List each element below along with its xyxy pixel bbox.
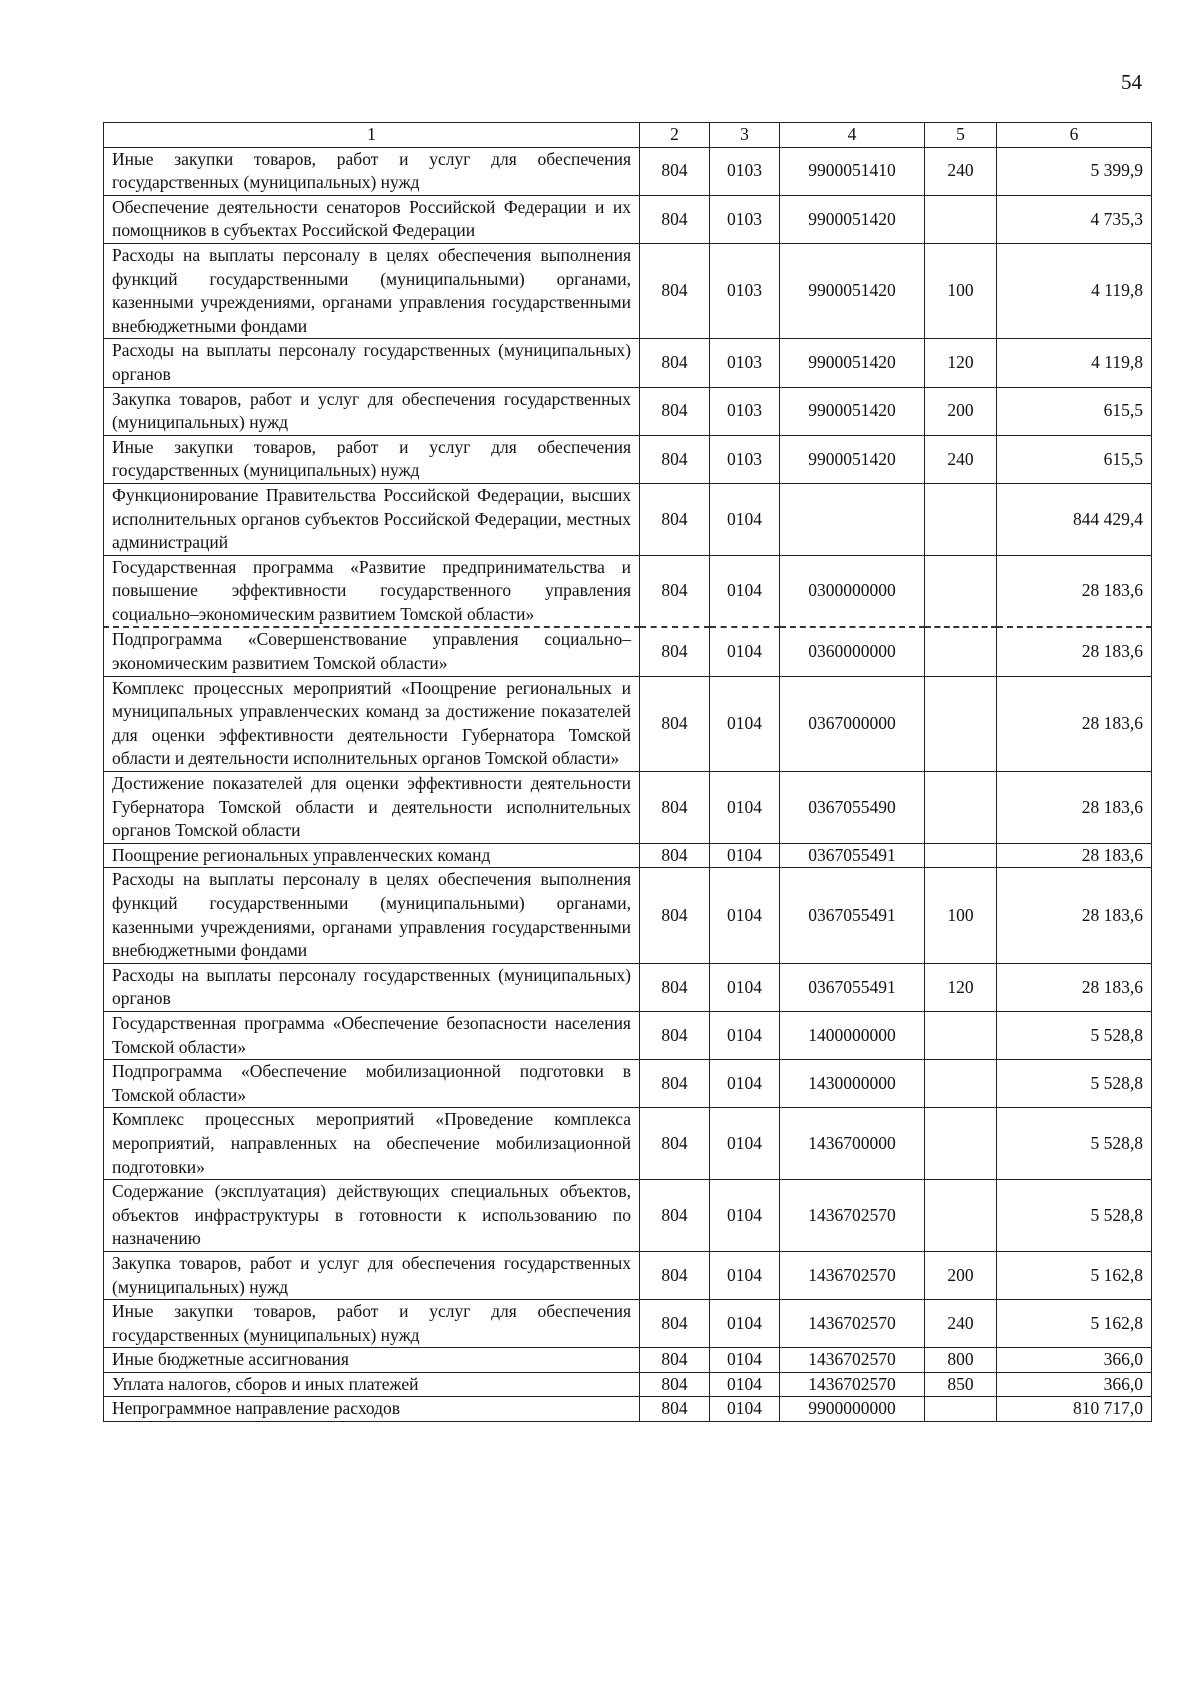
cell-section-code: 0104 [710, 1372, 780, 1397]
cell-target-article: 9900051420 [780, 339, 925, 387]
cell-description: Подпрограмма «Обеспечение мобилизационной подготовки в Томской области» [104, 1060, 640, 1108]
cell-amount: 28 183,6 [997, 868, 1152, 963]
cell-expense-type: 800 [925, 1348, 997, 1373]
cell-section-code: 0104 [710, 868, 780, 963]
cell-expense-type [925, 627, 997, 676]
table-row [104, 1180, 1152, 1252]
table-row [104, 772, 1152, 844]
cell-section-code: 0104 [710, 963, 780, 1011]
cell-section-code: 0103 [710, 147, 780, 195]
cell-description: Государственная программа «Обеспечение безопасности населения Томской области» [104, 1011, 640, 1059]
cell-ministry-code: 804 [640, 339, 710, 387]
cell-ministry-code: 804 [640, 387, 710, 435]
cell-section-code: 0104 [710, 1348, 780, 1373]
cell-ministry-code: 804 [640, 1348, 710, 1373]
cell-target-article: 9900000000 [780, 1397, 925, 1422]
cell-target-article: 9900051410 [780, 147, 925, 195]
cell-description: Иные закупки товаров, работ и услуг для обеспечения государственных (муниципальных) нужд [104, 147, 640, 195]
column-header-3: 3 [710, 123, 780, 148]
table-row [104, 1251, 1152, 1299]
cell-amount: 28 183,6 [997, 627, 1152, 676]
cell-expense-type: 200 [925, 387, 997, 435]
cell-description: Расходы на выплаты персоналу в целях обеспечения выполнения функций государственными (муниципальными) органами, казенными учреждениями, органами управления государственными внебюджетными фондами [104, 243, 640, 338]
cell-expense-type [925, 676, 997, 771]
table-row [104, 843, 1152, 868]
cell-expense-type: 100 [925, 243, 997, 338]
cell-section-code: 0103 [710, 339, 780, 387]
cell-target-article: 0367055491 [780, 868, 925, 963]
cell-expense-type [925, 1108, 997, 1180]
cell-target-article: 1436702570 [780, 1348, 925, 1373]
cell-description: Комплекс процессных мероприятий «Поощрение региональных и муниципальных управленческих команд за достижение показателей для оценки эффективности деятельности Губернатора Томской области и деятельности исполнительных органов Томской области» [104, 676, 640, 771]
cell-amount: 28 183,6 [997, 963, 1152, 1011]
cell-expense-type: 200 [925, 1251, 997, 1299]
cell-target-article: 0300000000 [780, 555, 925, 627]
cell-amount: 5 162,8 [997, 1251, 1152, 1299]
cell-expense-type [925, 195, 997, 243]
table-row [104, 435, 1152, 483]
cell-section-code: 0103 [710, 243, 780, 338]
cell-ministry-code: 804 [640, 1300, 710, 1348]
table-row [104, 963, 1152, 1011]
cell-description: Иные закупки товаров, работ и услуг для обеспечения государственных (муниципальных) нужд [104, 435, 640, 483]
table-row [104, 1108, 1152, 1180]
cell-description: Расходы на выплаты персоналу государственных (муниципальных) органов [104, 963, 640, 1011]
table-row [104, 339, 1152, 387]
cell-section-code: 0104 [710, 1060, 780, 1108]
cell-amount: 844 429,4 [997, 483, 1152, 555]
cell-target-article: 0367055491 [780, 843, 925, 868]
cell-expense-type [925, 1397, 997, 1422]
budget-table [103, 122, 1152, 1422]
column-header-1: 1 [104, 123, 640, 148]
table-row [104, 1011, 1152, 1059]
cell-ministry-code: 804 [640, 772, 710, 844]
cell-amount: 28 183,6 [997, 676, 1152, 771]
cell-description: Уплата налогов, сборов и иных платежей [104, 1372, 640, 1397]
table-row [104, 195, 1152, 243]
cell-expense-type: 240 [925, 147, 997, 195]
cell-description: Непрограммное направление расходов [104, 1397, 640, 1422]
cell-amount: 366,0 [997, 1372, 1152, 1397]
cell-expense-type [925, 1180, 997, 1252]
column-header-5: 5 [925, 123, 997, 148]
cell-amount: 28 183,6 [997, 843, 1152, 868]
table-row [104, 147, 1152, 195]
cell-amount: 615,5 [997, 435, 1152, 483]
cell-ministry-code: 804 [640, 1372, 710, 1397]
cell-target-article: 9900051420 [780, 387, 925, 435]
cell-description: Расходы на выплаты персоналу государственных (муниципальных) органов [104, 339, 640, 387]
cell-description: Закупка товаров, работ и услуг для обеспечения государственных (муниципальных) нужд [104, 387, 640, 435]
cell-expense-type [925, 1011, 997, 1059]
cell-section-code: 0104 [710, 555, 780, 627]
cell-section-code: 0104 [710, 1108, 780, 1180]
cell-amount: 4 119,8 [997, 243, 1152, 338]
cell-ministry-code: 804 [640, 1060, 710, 1108]
column-header-2: 2 [640, 123, 710, 148]
cell-target-article: 1436702570 [780, 1300, 925, 1348]
table-row [104, 868, 1152, 963]
table-row [104, 1348, 1152, 1373]
cell-section-code: 0104 [710, 627, 780, 676]
cell-amount: 5 528,8 [997, 1060, 1152, 1108]
cell-expense-type: 100 [925, 868, 997, 963]
cell-amount: 5 162,8 [997, 1300, 1152, 1348]
cell-expense-type: 240 [925, 435, 997, 483]
cell-amount: 615,5 [997, 387, 1152, 435]
table-row [104, 676, 1152, 771]
page-number: 54 [1121, 70, 1142, 94]
table-header-row [104, 123, 1152, 148]
cell-description: Подпрограмма «Совершенствование управления социально–экономическим развитием Томской области» [104, 627, 640, 676]
cell-ministry-code: 804 [640, 627, 710, 676]
table-body [104, 147, 1152, 1421]
cell-ministry-code: 804 [640, 676, 710, 771]
cell-ministry-code: 804 [640, 195, 710, 243]
column-header-4: 4 [780, 123, 925, 148]
cell-expense-type: 240 [925, 1300, 997, 1348]
cell-description: Государственная программа «Развитие предпринимательства и повышение эффективности государственного управления социально–экономическим развитием Томской области» [104, 555, 640, 627]
cell-description: Иные закупки товаров, работ и услуг для обеспечения государственных (муниципальных) нужд [104, 1300, 640, 1348]
table-row [104, 1397, 1152, 1422]
cell-expense-type [925, 483, 997, 555]
cell-ministry-code: 804 [640, 555, 710, 627]
cell-ministry-code: 804 [640, 963, 710, 1011]
cell-section-code: 0104 [710, 1251, 780, 1299]
cell-section-code: 0103 [710, 195, 780, 243]
cell-section-code: 0104 [710, 1011, 780, 1059]
cell-section-code: 0104 [710, 1397, 780, 1422]
cell-target-article: 1436702570 [780, 1372, 925, 1397]
cell-expense-type [925, 555, 997, 627]
cell-section-code: 0104 [710, 1300, 780, 1348]
table-row [104, 555, 1152, 627]
cell-expense-type [925, 843, 997, 868]
table-row [104, 1060, 1152, 1108]
cell-ministry-code: 804 [640, 1251, 710, 1299]
cell-target-article: 9900051420 [780, 435, 925, 483]
cell-target-article: 0367055490 [780, 772, 925, 844]
table-row [104, 243, 1152, 338]
cell-expense-type: 120 [925, 339, 997, 387]
cell-expense-type [925, 772, 997, 844]
cell-section-code: 0104 [710, 483, 780, 555]
cell-description: Расходы на выплаты персоналу в целях обеспечения выполнения функций государственными (муниципальными) органами, казенными учреждениями, органами управления государственными внебюджетными фондами [104, 868, 640, 963]
cell-expense-type: 120 [925, 963, 997, 1011]
cell-target-article: 9900051420 [780, 243, 925, 338]
cell-target-article: 1436702570 [780, 1251, 925, 1299]
table-row [104, 483, 1152, 555]
cell-amount: 5 399,9 [997, 147, 1152, 195]
cell-description: Функционирование Правительства Российской Федерации, высших исполнительных органов субъектов Российской Федерации, местных администраций [104, 483, 640, 555]
cell-section-code: 0103 [710, 387, 780, 435]
cell-ministry-code: 804 [640, 1397, 710, 1422]
table-row [104, 1300, 1152, 1348]
cell-ministry-code: 804 [640, 1108, 710, 1180]
table-row [104, 1372, 1152, 1397]
cell-amount: 5 528,8 [997, 1108, 1152, 1180]
cell-target-article: 0367055491 [780, 963, 925, 1011]
cell-ministry-code: 804 [640, 1011, 710, 1059]
cell-amount: 5 528,8 [997, 1180, 1152, 1252]
cell-ministry-code: 804 [640, 483, 710, 555]
cell-description: Содержание (эксплуатация) действующих специальных объектов, объектов инфраструктуры в готовности к использованию по назначению [104, 1180, 640, 1252]
cell-section-code: 0104 [710, 843, 780, 868]
table-row [104, 387, 1152, 435]
cell-amount: 4 735,3 [997, 195, 1152, 243]
cell-description: Достижение показателей для оценки эффективности деятельности Губернатора Томской области и деятельности исполнительных органов Томской области [104, 772, 640, 844]
cell-description: Обеспечение деятельности сенаторов Российской Федерации и их помощников в субъектах Российской Федерации [104, 195, 640, 243]
cell-amount: 28 183,6 [997, 772, 1152, 844]
cell-ministry-code: 804 [640, 435, 710, 483]
cell-target-article: 0360000000 [780, 627, 925, 676]
cell-target-article [780, 483, 925, 555]
cell-amount: 366,0 [997, 1348, 1152, 1373]
cell-target-article: 1436700000 [780, 1108, 925, 1180]
cell-target-article: 0367000000 [780, 676, 925, 771]
cell-expense-type [925, 1060, 997, 1108]
cell-amount: 28 183,6 [997, 555, 1152, 627]
cell-description: Комплекс процессных мероприятий «Проведение комплекса мероприятий, направленных на обеспечение мобилизационной подготовки» [104, 1108, 640, 1180]
cell-amount: 810 717,0 [997, 1397, 1152, 1422]
cell-target-article: 1430000000 [780, 1060, 925, 1108]
cell-ministry-code: 804 [640, 1180, 710, 1252]
cell-section-code: 0104 [710, 772, 780, 844]
cell-section-code: 0104 [710, 1180, 780, 1252]
cell-ministry-code: 804 [640, 843, 710, 868]
cell-section-code: 0104 [710, 676, 780, 771]
cell-amount: 5 528,8 [997, 1011, 1152, 1059]
cell-description: Иные бюджетные ассигнования [104, 1348, 640, 1373]
cell-section-code: 0103 [710, 435, 780, 483]
cell-expense-type: 850 [925, 1372, 997, 1397]
table-row [104, 627, 1152, 676]
column-header-6: 6 [997, 123, 1152, 148]
cell-ministry-code: 804 [640, 243, 710, 338]
cell-ministry-code: 804 [640, 147, 710, 195]
cell-target-article: 1436702570 [780, 1180, 925, 1252]
cell-amount: 4 119,8 [997, 339, 1152, 387]
cell-description: Поощрение региональных управленческих команд [104, 843, 640, 868]
cell-target-article: 1400000000 [780, 1011, 925, 1059]
cell-ministry-code: 804 [640, 868, 710, 963]
cell-description: Закупка товаров, работ и услуг для обеспечения государственных (муниципальных) нужд [104, 1251, 640, 1299]
cell-target-article: 9900051420 [780, 195, 925, 243]
